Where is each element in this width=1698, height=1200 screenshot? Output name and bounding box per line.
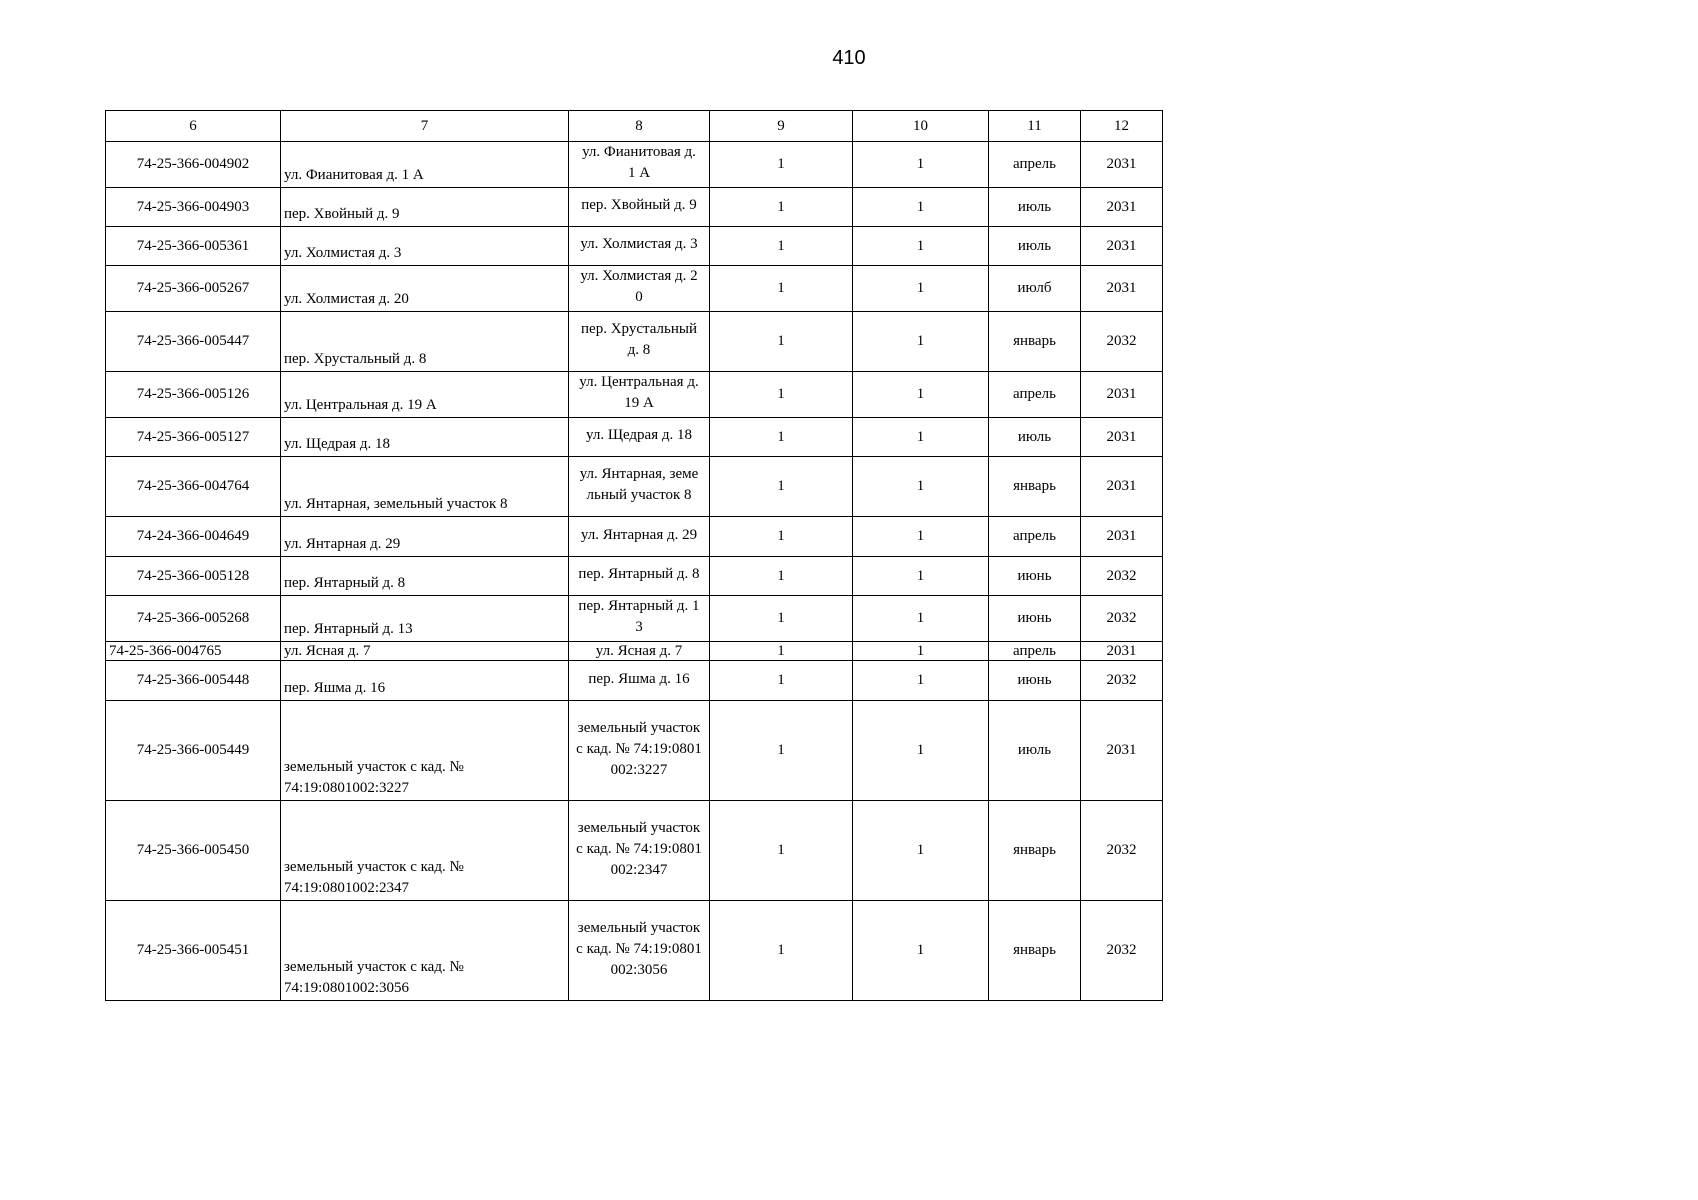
address-text: земельный участок с кад. № 74:19:0801002:2347 [284, 859, 464, 896]
address-text: земельный участок с кад. № 74:19:0801002:3227 [284, 759, 464, 796]
address-text: ул. Фианитовая д. 1 А [284, 167, 424, 183]
register-table [105, 110, 1163, 1001]
object-name-text: ул. Холмистая д. 3 [580, 236, 698, 252]
object-name-cell [569, 642, 710, 661]
header-cell-11: 11 [989, 111, 1081, 142]
column-9-cell: 1 [710, 266, 853, 312]
object-name-text: пер. Хрустальный д. 8 [581, 321, 697, 358]
object-name-text: ул. Ясная д. 7 [595, 643, 683, 659]
month-cell: июнь [989, 557, 1081, 596]
table-row [106, 266, 1163, 312]
table-row [106, 661, 1163, 701]
header-cell-6: 6 [106, 111, 281, 142]
address-cell [281, 142, 569, 188]
code-cell: 74-25-366-005128 [106, 557, 281, 596]
column-10-cell: 1 [853, 312, 989, 372]
month-cell: июлб [989, 266, 1081, 312]
month-cell: январь [989, 801, 1081, 901]
table-row [106, 188, 1163, 227]
code-cell: 74-24-366-004649 [106, 517, 281, 557]
column-9-cell: 1 [710, 801, 853, 901]
year-cell: 2032 [1081, 557, 1163, 596]
address-cell [281, 312, 569, 372]
column-9-cell: 1 [710, 372, 853, 418]
column-10-cell: 1 [853, 457, 989, 517]
table-row [106, 227, 1163, 266]
address-cell [281, 557, 569, 596]
column-9-cell: 1 [710, 188, 853, 227]
month-cell: январь [989, 457, 1081, 517]
code-cell: 74-25-366-004903 [106, 188, 281, 227]
column-10-cell: 1 [853, 901, 989, 1001]
year-cell: 2032 [1081, 312, 1163, 372]
code-cell: 74-25-366-005267 [106, 266, 281, 312]
object-name-text: земельный участок с кад. № 74:19:0801002:3056 [576, 919, 702, 978]
address-text: пер. Хрустальный д. 8 [284, 351, 427, 367]
address-text: земельный участок с кад. № 74:19:0801002:3056 [284, 959, 464, 996]
month-cell: июль [989, 227, 1081, 266]
header-cell-12: 12 [1081, 111, 1163, 142]
address-cell [281, 701, 569, 801]
column-10-cell: 1 [853, 642, 989, 661]
object-name-text: пер. Янтарный д. 8 [578, 566, 700, 582]
object-name-cell [569, 266, 710, 312]
header-row [106, 111, 1163, 142]
month-cell: апрель [989, 142, 1081, 188]
code-cell: 74-25-366-005451 [106, 901, 281, 1001]
column-9-cell: 1 [710, 457, 853, 517]
object-name-cell [569, 901, 710, 1001]
object-name-text: ул. Холмистая д. 20 [580, 268, 698, 305]
month-cell: июль [989, 188, 1081, 227]
address-cell [281, 457, 569, 517]
code-cell: 74-25-366-005127 [106, 418, 281, 457]
object-name-cell [569, 557, 710, 596]
address-cell [281, 801, 569, 901]
column-10-cell: 1 [853, 188, 989, 227]
month-cell: июль [989, 701, 1081, 801]
address-text: пер. Янтарный д. 8 [284, 575, 406, 591]
address-cell [281, 517, 569, 557]
column-9-cell: 1 [710, 227, 853, 266]
month-cell: июнь [989, 661, 1081, 701]
column-10-cell: 1 [853, 557, 989, 596]
address-text: ул. Ясная д. 7 [284, 643, 371, 659]
address-cell [281, 901, 569, 1001]
year-cell: 2032 [1081, 661, 1163, 701]
object-name-cell [569, 372, 710, 418]
address-cell [281, 227, 569, 266]
column-9-cell: 1 [710, 661, 853, 701]
object-name-cell [569, 142, 710, 188]
column-10-cell: 1 [853, 142, 989, 188]
object-name-cell [569, 661, 710, 701]
object-name-cell [569, 701, 710, 801]
month-cell: июнь [989, 596, 1081, 642]
table-row [106, 517, 1163, 557]
column-9-cell: 1 [710, 596, 853, 642]
month-cell: апрель [989, 372, 1081, 418]
column-9-cell: 1 [710, 901, 853, 1001]
table-row [106, 901, 1163, 1001]
code-cell: 74-25-366-005268 [106, 596, 281, 642]
column-10-cell: 1 [853, 596, 989, 642]
year-cell: 2031 [1081, 142, 1163, 188]
table-row [106, 372, 1163, 418]
column-9-cell: 1 [710, 517, 853, 557]
column-10-cell: 1 [853, 266, 989, 312]
address-cell [281, 661, 569, 701]
object-name-text: пер. Яшма д. 16 [588, 670, 690, 687]
column-9-cell: 1 [710, 642, 853, 661]
address-cell [281, 188, 569, 227]
year-cell: 2031 [1081, 372, 1163, 418]
code-cell: 74-25-366-005447 [106, 312, 281, 372]
year-cell: 2031 [1081, 517, 1163, 557]
month-cell: январь [989, 901, 1081, 1001]
header-cell-7: 7 [281, 111, 569, 142]
object-name-text: ул. Фианитовая д. 1 А [582, 144, 696, 181]
column-9-cell: 1 [710, 557, 853, 596]
object-name-text: ул. Янтарная д. 29 [580, 526, 698, 543]
year-cell: 2031 [1081, 457, 1163, 517]
address-text: пер. Янтарный д. 13 [284, 621, 413, 637]
month-cell: январь [989, 312, 1081, 372]
object-name-text: ул. Щедрая д. 18 [586, 427, 692, 443]
object-name-text: ул. Янтарная, земельный участок 8 [579, 466, 699, 503]
year-cell: 2031 [1081, 701, 1163, 801]
column-10-cell: 1 [853, 227, 989, 266]
table-row [106, 801, 1163, 901]
year-cell: 2032 [1081, 801, 1163, 901]
object-name-text: пер. Янтарный д. 13 [578, 598, 700, 635]
table-row [106, 596, 1163, 642]
table-row [106, 457, 1163, 517]
address-cell [281, 418, 569, 457]
code-cell: 74-25-366-004765 [106, 642, 281, 661]
code-cell: 74-25-366-004764 [106, 457, 281, 517]
table-row [106, 642, 1163, 661]
table-row [106, 557, 1163, 596]
table-row [106, 142, 1163, 188]
address-text: пер. Яшма д. 16 [284, 680, 386, 696]
column-9-cell: 1 [710, 142, 853, 188]
object-name-cell [569, 457, 710, 517]
address-text: ул. Янтарная д. 29 [284, 536, 401, 552]
object-name-cell [569, 801, 710, 901]
code-cell: 74-25-366-005126 [106, 372, 281, 418]
column-10-cell: 1 [853, 418, 989, 457]
year-cell: 2031 [1081, 188, 1163, 227]
object-name-text: ул. Центральная д. 19 А [579, 374, 699, 411]
header-cell-10: 10 [853, 111, 989, 142]
code-cell: 74-25-366-005361 [106, 227, 281, 266]
code-cell: 74-25-366-005449 [106, 701, 281, 801]
code-cell: 74-25-366-004902 [106, 142, 281, 188]
object-name-cell [569, 596, 710, 642]
object-name-text: земельный участок с кад. № 74:19:0801002:2347 [576, 819, 702, 878]
object-name-cell [569, 227, 710, 266]
object-name-cell [569, 517, 710, 557]
address-cell [281, 372, 569, 418]
object-name-cell [569, 312, 710, 372]
object-name-cell [569, 418, 710, 457]
code-cell: 74-25-366-005448 [106, 661, 281, 701]
page-number: 410 [832, 47, 866, 69]
address-text: ул. Холмистая д. 20 [284, 291, 409, 307]
address-text: ул. Янтарная, земельный участок 8 [284, 496, 508, 512]
address-text: ул. Щедрая д. 18 [284, 436, 390, 452]
year-cell: 2031 [1081, 227, 1163, 266]
month-cell: апрель [989, 517, 1081, 557]
header-cell-8: 8 [569, 111, 710, 142]
column-10-cell: 1 [853, 517, 989, 557]
year-cell: 2031 [1081, 418, 1163, 457]
address-cell [281, 596, 569, 642]
object-name-cell [569, 188, 710, 227]
month-cell: июль [989, 418, 1081, 457]
column-10-cell: 1 [853, 801, 989, 901]
year-cell: 2031 [1081, 642, 1163, 661]
address-cell [281, 266, 569, 312]
object-name-text: земельный участок с кад. № 74:19:0801002:3227 [576, 719, 702, 778]
year-cell: 2031 [1081, 266, 1163, 312]
column-10-cell: 1 [853, 372, 989, 418]
column-10-cell: 1 [853, 701, 989, 801]
header-cell-9: 9 [710, 111, 853, 142]
table-row [106, 312, 1163, 372]
year-cell: 2032 [1081, 901, 1163, 1001]
column-9-cell: 1 [710, 312, 853, 372]
year-cell: 2032 [1081, 596, 1163, 642]
table-row [106, 701, 1163, 801]
month-cell: апрель [989, 642, 1081, 661]
column-9-cell: 1 [710, 701, 853, 801]
code-cell: 74-25-366-005450 [106, 801, 281, 901]
address-text: ул. Холмистая д. 3 [284, 245, 402, 261]
address-text: ул. Центральная д. 19 А [284, 397, 437, 413]
column-9-cell: 1 [710, 418, 853, 457]
column-10-cell: 1 [853, 661, 989, 701]
address-text: пер. Хвойный д. 9 [284, 206, 400, 222]
object-name-text: пер. Хвойный д. 9 [581, 197, 697, 213]
address-cell [281, 642, 569, 661]
table-row [106, 418, 1163, 457]
